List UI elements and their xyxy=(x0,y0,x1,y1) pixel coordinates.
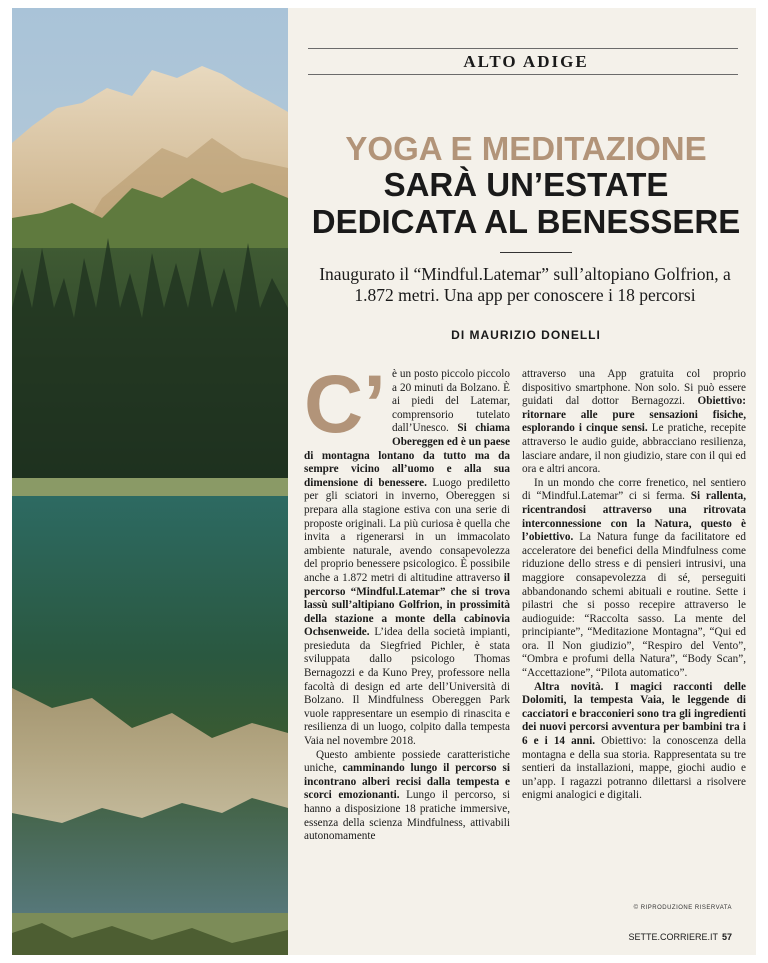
section-rule-top xyxy=(308,48,738,49)
article-subtitle: Inaugurato il “Mindful.Latemar” sull’altopiano Golfrion, a 1.872 metri. Una app per conoscere i 18 percorsi xyxy=(319,264,731,305)
copyright-notice: © RIPRODUZIONE RISERVATA xyxy=(633,905,732,911)
headline-divider xyxy=(500,252,572,253)
paragraph: Altra novità. I magici racconti delle Dolomiti, la tempesta Vaia, le leggende di cacciatori e bracconieri sono tra gli ingredienti dei nuovi percorsi avventura per bambini tra i 6 e i 14 anni. Obiettivo: la conoscenza della montagna e della sua storia. Rappresentata su tre sentieri da installazioni, mappe, giochi audio e un’app. I ragazzi potranno dilettarsi a risolvere enigmi analogici e digitali. xyxy=(522,680,746,802)
headline-line-2: SARÀ UN’ESTATE xyxy=(383,166,669,203)
page-number: 57 xyxy=(721,932,732,942)
paragraph: Questo ambiente possiede caratteristiche uniche, camminando lungo il percorso si incontrano alberi recisi dalla tempesta e scorci emozionanti. Lungo il percorso, si hanno a disposizione 18 pratiche immersive, essenza della scienza Mindfulness, attivabili autonomamente xyxy=(304,748,510,843)
paragraph: C’ è un posto piccolo piccolo a 20 minuti da Bolzano. È ai piedi del Latemar, comprensorio tutelato dall’Unesco. Si chiama Obereggen ed è un paese di montagna lontano da tutto ma da sempre vicino all’uomo e alla sua dimensione di benessere. Luogo prediletto per gli sciatori in inverno, Obereggen si prepara alla stagione estiva con una serie di proposte originali. La più curiosa è quella che invita a rigenerarsi in un immacolato ambiente naturale, avendo consapevolezza del proprio benessere psicologico. È possibile anche a 1.872 metri di altitudine attraverso il percorso “Mindful.Latemar” che si trova lassù sull’altipiano Golfrion, in prossimità della stazione a monte della cabinovia Ochsenweide. L’idea della società impianti, presieduta da Siegfried Pichler, è stata sviluppata dallo psicologo Thomas Bernagozzi e da Kuno Prey, professore nella facoltà di design ed arte dell’Università di Bolzano. Il Mindfulness Obereggen Park vuole rappresentare un esempio di rinascita e resilienza di un luogo, colpito dalla tempesta Vaia nel novembre 2018. xyxy=(304,359,510,748)
mountain-lake-photo xyxy=(12,8,288,955)
section-rule-bottom xyxy=(308,74,738,75)
drop-cap: C’ xyxy=(304,359,386,450)
article-column-2 xyxy=(522,368,746,803)
byline: DI MAURIZIO DONELLI xyxy=(451,328,601,342)
article-content xyxy=(300,8,752,955)
section-label: ALTO ADIGE xyxy=(463,52,589,71)
headline-line-3: DEDICATA AL BENESSERE xyxy=(311,203,741,240)
paragraph: In un mondo che corre frenetico, nel sentiero di “Mindful.Latemar” ci si ferma. Si rallenta, ricentrandosi attraverso una ritrovata interconnessione con la Natura, questo è l’obiettivo. La Natura funge da facilitatore ed acceleratore dei benefici della Mindfulness come riduzione dello stress e di pensieri intrusivi, una maggiore consapevolezza di sé, perseguiti abbandonando schemi abituali e routine. Sette i pilastri che si posso recepire attraverso le audioguide: “Raccolta sasso. La mente del principiante”, “Meditazione Montagna”, “Qui ed ora. Il Non giudizio”, “Respiro del Vento”, “Ombra e profumi della Natura”, “Body Scan”, “Accettazione”, “Pilota automatico”. xyxy=(522,476,746,680)
footer-site: SETTE.CORRIERE.IT xyxy=(628,932,718,942)
article-column-1 xyxy=(304,359,510,844)
page-footer xyxy=(628,932,732,942)
paragraph: attraverso una App gratuita col proprio dispositivo smartphone. Non solo. Si può essere guidati dal dottor Bernagozzi. Obiettivo: ritornare alle pure sensazioni fisiche, esplorando i cinque sensi. Le pratiche, recepite attraverso le audio guide, abbracciano resilienza, lasciare andare, il non giudizio, stare con il qui ed ora e altri ancora. xyxy=(522,368,746,476)
headline-kicker: YOGA E MEDITAZIONE xyxy=(345,130,707,167)
